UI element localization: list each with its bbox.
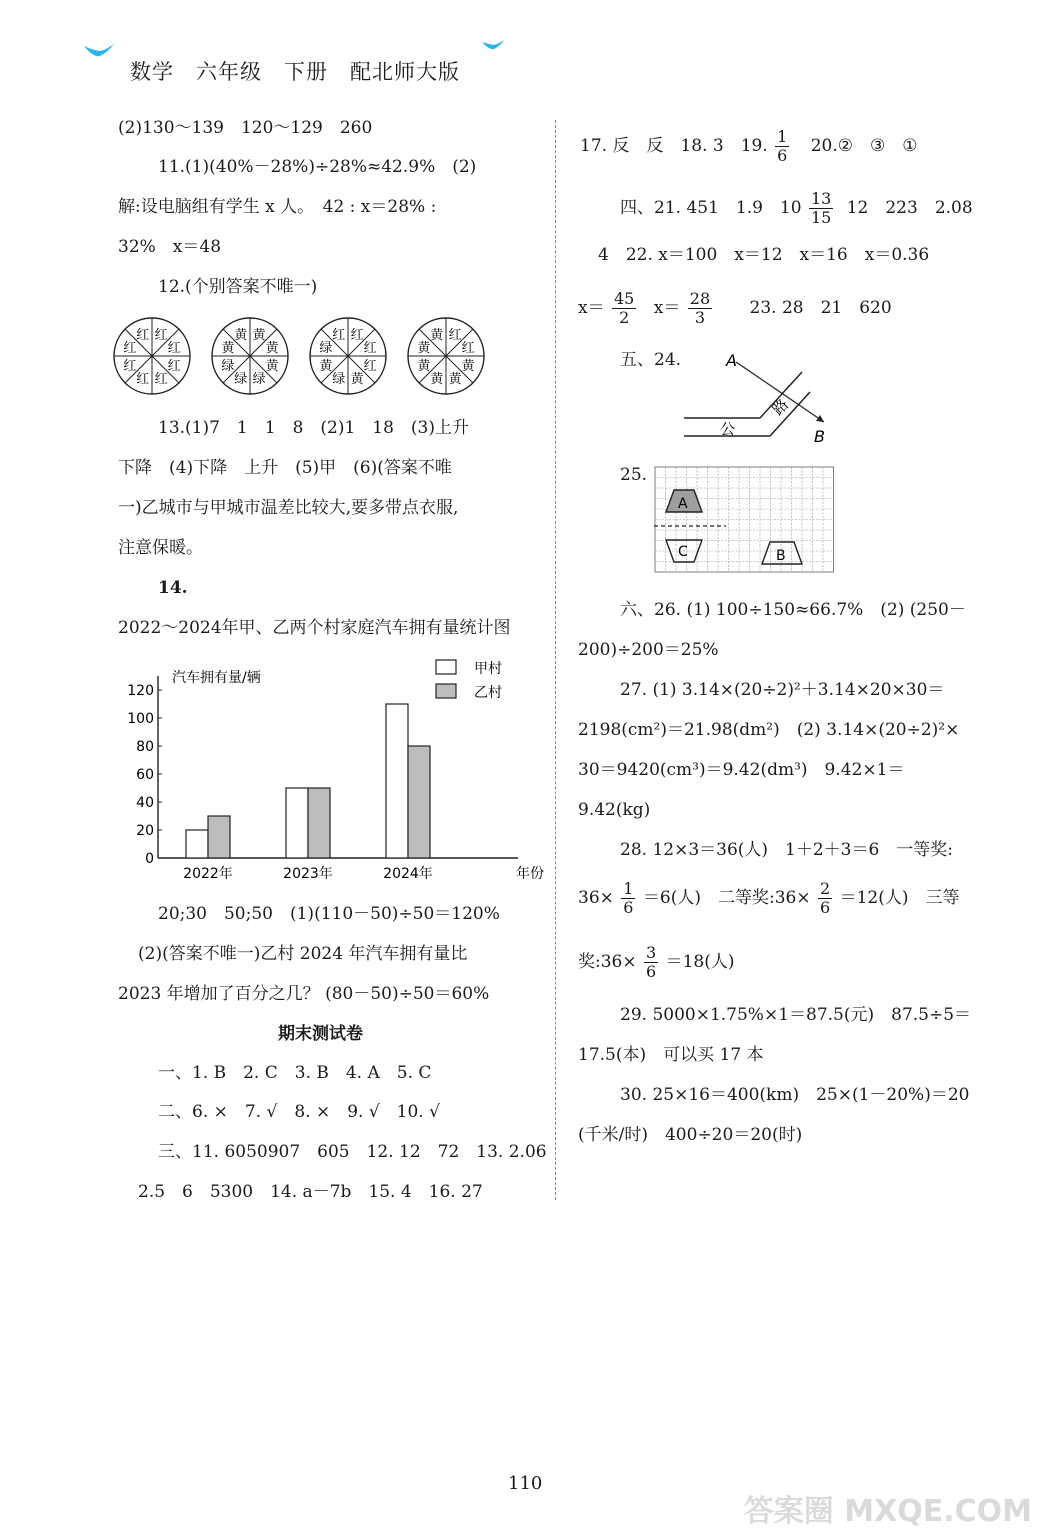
answer-line: (2)130～139 120～129 260 (118, 118, 373, 138)
sector-label: 黄 (350, 372, 364, 388)
numerator: 1 (623, 879, 634, 898)
x-tick-label: 2023年 (283, 866, 333, 882)
fraction (644, 944, 658, 981)
sector-label: 黄 (461, 359, 475, 375)
expression: ＝18(人) (665, 952, 735, 972)
answer-17-19: 17. 反 反 18. 3 19. (580, 136, 768, 156)
answer-28: 28. 12×3＝36(人) 1＋2＋3＝6 一等奖: (620, 840, 954, 860)
fraction (621, 880, 635, 917)
x-tick-label: 2022年 (183, 866, 233, 882)
answer-line (620, 190, 973, 227)
answer-27: 27. (1) 3.14×(20÷2)²＋3.14×20×30＝ (620, 680, 945, 700)
legend-label: 乙村 (474, 685, 502, 701)
sector-label: 红 (363, 340, 377, 356)
denominator: 6 (777, 146, 788, 165)
spinner (114, 318, 190, 394)
answer-line: 32% x＝48 (118, 237, 222, 257)
sector-label: 黄 (448, 372, 462, 388)
road-label: 公 (720, 420, 736, 438)
y-tick-label: 80 (136, 739, 154, 755)
fraction (688, 290, 712, 327)
expression: 奖:36× (578, 952, 637, 972)
y-tick-label: 40 (136, 795, 154, 811)
numerator: 1 (777, 127, 788, 146)
answer-line: 30＝9420(cm³)＝9.42(dm³) 9.42×1＝ (578, 760, 905, 780)
sector-label: 绿 (221, 359, 235, 375)
equation-prefix: x＝ (578, 298, 605, 318)
sector-label: 红 (154, 372, 168, 388)
numerator: 3 (646, 943, 657, 962)
y-axis-label: 汽车拥有量/辆 (172, 670, 261, 686)
answer-13: 13.(1)7 1 1 8 (2)1 18 (3)上升 (158, 418, 469, 438)
answer-line (578, 880, 959, 917)
answer-24: 五、24. (620, 350, 682, 370)
shape-c-label: C (678, 544, 688, 560)
answer-line: 200)÷200＝25% (578, 640, 719, 660)
road-label: 路 (768, 395, 793, 419)
chart-title: 2022～2024年甲、乙两个村家庭汽车拥有量统计图 (118, 618, 511, 638)
bar (286, 788, 308, 858)
denominator: 2 (619, 308, 630, 327)
answer-12: 12.(个别答案不唯一) (158, 277, 318, 297)
answer-line: 一、1. B 2. C 3. B 4. A 5. C (158, 1063, 432, 1083)
fraction (612, 290, 636, 327)
answer-line: 二、6. × 7. √ 8. × 9. √ 10. √ (158, 1102, 440, 1122)
answer-29: 29. 5000×1.75%×1＝87.5(元) 87.5÷5＝ (620, 1005, 972, 1025)
header-title: 数学 六年级 下册 配北师大版 (130, 60, 460, 84)
sector-label: 黄 (430, 327, 444, 343)
bar (408, 746, 430, 858)
expression: 36× (578, 888, 614, 908)
answer-line: 17.5(本) 可以买 17 本 (578, 1045, 764, 1065)
answer-line: (2)(答案不唯一)乙村 2024 年汽车拥有量比 (138, 944, 468, 964)
denominator: 15 (810, 208, 832, 227)
bar-chart (118, 650, 544, 890)
answer-21-cont: 12 223 2.08 (846, 198, 973, 218)
sector-label: 红 (167, 340, 181, 356)
y-tick-label: 120 (127, 683, 154, 699)
answer-20: 20.② ③ ① (810, 136, 918, 156)
bird-icon (480, 38, 506, 54)
answer-26: 六、26. (1) 100÷150≈66.7% (2) (250－ (620, 600, 966, 620)
denominator: 3 (694, 308, 706, 327)
grid-diagram (654, 466, 840, 578)
legend-swatch (436, 660, 456, 674)
answer-line: 9.42(kg) (578, 800, 651, 820)
sector-label: 红 (448, 327, 462, 343)
sector-label: 红 (123, 340, 137, 356)
y-tick-label: 100 (127, 711, 154, 727)
y-tick-label: 60 (136, 767, 154, 783)
fraction (818, 880, 832, 917)
sector-label: 红 (350, 327, 364, 343)
bar (308, 788, 330, 858)
answer-23: 23. 28 21 620 (749, 298, 892, 318)
answer-line: 一)乙城市与甲城市温差比较大,要多带点衣服, (118, 498, 459, 518)
fraction (775, 128, 789, 165)
expression: ＝12(人) 三等 (839, 888, 960, 908)
sector-label: 绿 (319, 340, 333, 356)
denominator: 6 (646, 962, 657, 981)
point-a-label: A (726, 351, 737, 370)
bird-icon (82, 42, 116, 64)
sector-label: 黄 (265, 359, 279, 375)
answer-line: 2023 年增加了百分之几？ (80－50)÷50＝60% (118, 984, 490, 1004)
answer-line: 2.5 6 5300 14. a－7b 15. 4 16. 27 (138, 1182, 483, 1202)
sector-label: 黄 (430, 372, 444, 388)
denominator: 6 (623, 898, 634, 917)
answer-22: 4 22. x＝100 x＝12 x＝16 x＝0.36 (598, 245, 930, 265)
answer-30: 30. 25×16＝400(km) 25×(1－20%)＝20 (620, 1085, 970, 1105)
sector-label: 黄 (417, 359, 431, 375)
bar (186, 830, 208, 858)
sector-label: 黄 (221, 340, 235, 356)
shape-a-label: A (678, 496, 688, 512)
sector-label: 绿 (332, 372, 346, 388)
numerator: 28 (689, 289, 711, 308)
sector-label: 红 (461, 340, 475, 356)
answer-line (578, 944, 735, 981)
answer-line: 下降 (4)下降 上升 (5)甲 (6)(答案不唯 (118, 458, 452, 478)
sector-label: 绿 (234, 372, 248, 388)
sector-label: 黄 (417, 340, 431, 356)
answer-line: 20;30 50;50 (1)(110－50)÷50＝120% (158, 904, 500, 924)
sector-label: 红 (332, 327, 346, 343)
exam-title: 期末测试卷 (278, 1024, 363, 1044)
bar (386, 704, 408, 858)
legend-swatch (436, 684, 456, 698)
answer-line: 注意保暖。 (118, 538, 203, 558)
spinner (212, 318, 288, 394)
answer-line: 三、11. 6050907 605 12. 12 72 13. 2.06 (158, 1142, 547, 1162)
x-tick-label: 2024年 (383, 866, 433, 882)
shape-b-label: B (776, 548, 786, 564)
sector-label: 黄 (252, 327, 266, 343)
answer-line: (千米/时) 400÷20＝20(时) (578, 1125, 803, 1145)
sector-label: 绿 (252, 372, 266, 388)
answer-14: 14. (158, 578, 188, 598)
answer-25: 25. (620, 465, 648, 485)
sector-label: 黄 (265, 340, 279, 356)
sector-label: 黄 (319, 359, 333, 375)
answer-line (578, 290, 892, 327)
spinner (310, 318, 386, 394)
fraction (809, 190, 833, 227)
x-axis-label: 年份 (516, 866, 544, 882)
point-b-label: B (814, 427, 825, 446)
answer-21: 四、21. 451 1.9 10 (620, 198, 802, 218)
sector-label: 红 (123, 359, 137, 375)
answer-line (580, 128, 918, 165)
numerator: 13 (810, 189, 832, 208)
sector-label: 红 (154, 327, 168, 343)
numerator: 2 (819, 879, 831, 898)
y-tick-label: 20 (136, 823, 154, 839)
sector-label: 红 (363, 359, 377, 375)
sector-label: 红 (136, 372, 150, 388)
page-number: 110 (508, 1473, 543, 1494)
y-tick-label: 0 (145, 851, 154, 867)
watermark: 答案圈 MXQE.COM (743, 1494, 1032, 1529)
road-diagram (680, 350, 840, 446)
sector-label: 黄 (234, 327, 248, 343)
sector-label: 红 (167, 359, 181, 375)
denominator: 6 (819, 898, 831, 917)
spinner-diagrams (112, 314, 502, 404)
expression: ＝6(人) 二等奖:36× (642, 888, 811, 908)
legend-label: 甲村 (474, 661, 502, 677)
column-divider (555, 120, 556, 1200)
sector-label: 红 (136, 327, 150, 343)
equation-prefix: x＝ (653, 298, 681, 318)
spinner (408, 318, 484, 394)
answer-line: 2198(cm²)＝21.98(dm²) (2) 3.14×(20÷2)²× (578, 720, 960, 740)
answer-11: 11.(1)(40%－28%)÷28%≈42.9% (2) (158, 157, 477, 177)
answer-line: 解:设电脑组有学生 x 人。 42 : x＝28% : (118, 197, 437, 217)
numerator: 45 (614, 289, 635, 308)
bar (208, 816, 230, 858)
